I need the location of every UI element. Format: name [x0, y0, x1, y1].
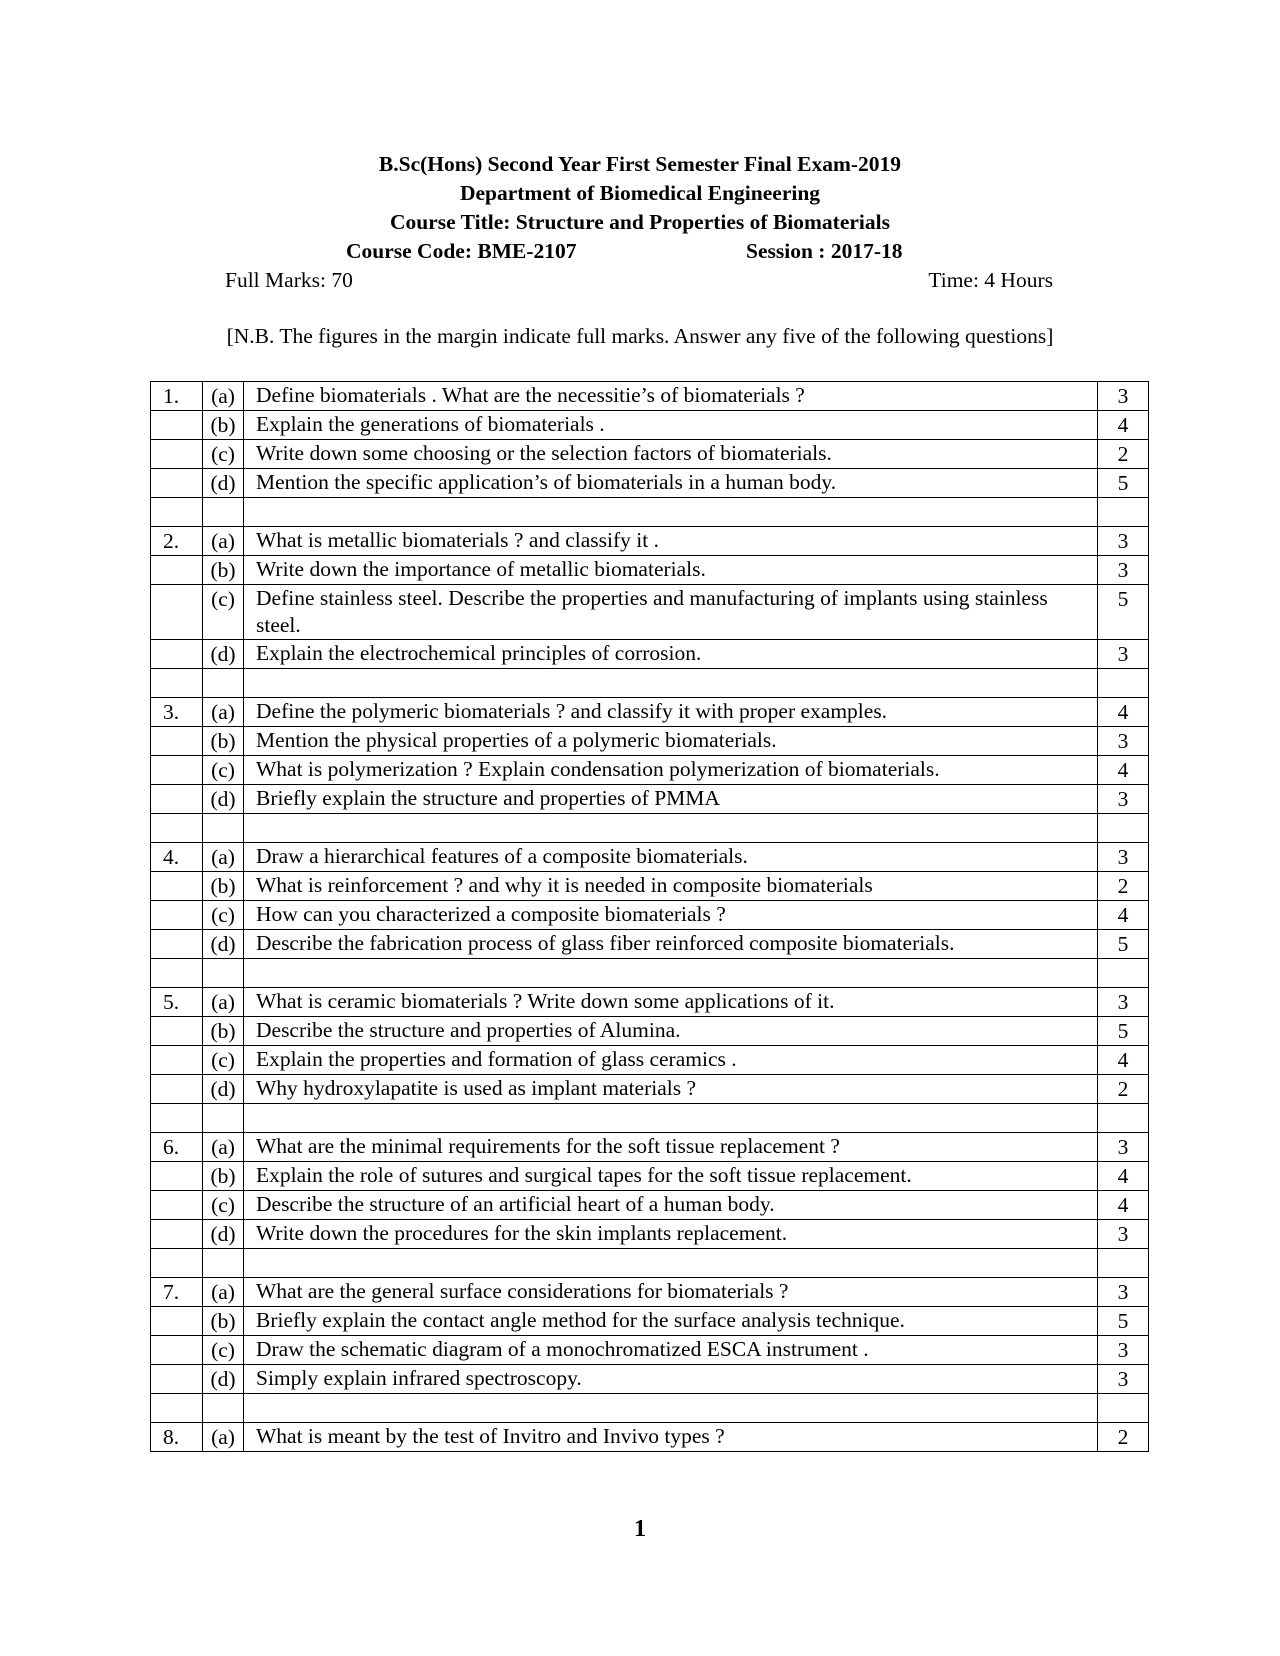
- question-row: [151, 1365, 1149, 1394]
- empty-cell: [203, 959, 244, 988]
- question-text: Mention the specific application’s of biomaterials in a human body.: [244, 469, 1098, 498]
- part-label: (c): [203, 756, 244, 785]
- question-text: What is ceramic biomaterials ? Write down some applications of it.: [244, 988, 1098, 1017]
- marks-value: 4: [1098, 698, 1149, 727]
- question-text: Briefly explain the contact angle method for the surface analysis technique.: [244, 1307, 1098, 1336]
- marks-value: 3: [1098, 988, 1149, 1017]
- marks-value: 3: [1098, 1365, 1149, 1394]
- empty-cell: [244, 669, 1098, 698]
- marks-value: 4: [1098, 1191, 1149, 1220]
- empty-cell: [203, 814, 244, 843]
- full-marks: Full Marks: 70: [225, 268, 353, 292]
- question-number: [151, 1365, 203, 1394]
- marks-value: 3: [1098, 1336, 1149, 1365]
- spacer-row: [151, 669, 1149, 698]
- part-label: (b): [203, 411, 244, 440]
- question-number: 4.: [151, 843, 203, 872]
- question-row: [151, 1423, 1149, 1452]
- question-text: Define biomaterials . What are the necessitie’s of biomaterials ?: [244, 382, 1098, 411]
- question-number: [151, 1162, 203, 1191]
- part-label: (b): [203, 727, 244, 756]
- part-label: (c): [203, 1191, 244, 1220]
- question-text: Define the polymeric biomaterials ? and classify it with proper examples.: [244, 698, 1098, 727]
- marks-value: 3: [1098, 556, 1149, 585]
- part-label: (b): [203, 1307, 244, 1336]
- marks-value: 3: [1098, 727, 1149, 756]
- part-label: (c): [203, 901, 244, 930]
- marks-value: 2: [1098, 440, 1149, 469]
- spacer-row: [151, 1104, 1149, 1133]
- exam-header: [0, 150, 1280, 266]
- question-row: [151, 556, 1149, 585]
- question-row: [151, 585, 1149, 640]
- question-text: Why hydroxylapatite is used as implant materials ?: [244, 1075, 1098, 1104]
- question-row: [151, 1017, 1149, 1046]
- question-row: [151, 930, 1149, 959]
- question-number: [151, 556, 203, 585]
- question-row: [151, 1075, 1149, 1104]
- empty-cell: [1098, 1394, 1149, 1423]
- question-row: [151, 698, 1149, 727]
- question-row: [151, 872, 1149, 901]
- question-number: 5.: [151, 988, 203, 1017]
- question-text: Simply explain infrared spectroscopy.: [244, 1365, 1098, 1394]
- question-number: 6.: [151, 1133, 203, 1162]
- session: Session : 2017-18: [746, 239, 903, 263]
- question-number: [151, 411, 203, 440]
- question-row: [151, 785, 1149, 814]
- question-number: [151, 727, 203, 756]
- question-text: What is meant by the test of Invitro and Invivo types ?: [244, 1423, 1098, 1452]
- marks-value: 5: [1098, 469, 1149, 498]
- empty-cell: [203, 1104, 244, 1133]
- question-text: What is metallic biomaterials ? and classify it .: [244, 527, 1098, 556]
- marks-value: 5: [1098, 1017, 1149, 1046]
- spacer-row: [151, 1249, 1149, 1278]
- part-label: (c): [203, 1336, 244, 1365]
- question-number: [151, 1017, 203, 1046]
- question-row: [151, 1278, 1149, 1307]
- question-number: [151, 872, 203, 901]
- question-number: [151, 1075, 203, 1104]
- question-text: What is reinforcement ? and why it is needed in composite biomaterials: [244, 872, 1098, 901]
- course-code: Course Code: BME-2107: [346, 239, 577, 263]
- question-number: [151, 1336, 203, 1365]
- question-number: [151, 469, 203, 498]
- question-number: [151, 1307, 203, 1336]
- spacer-row: [151, 498, 1149, 527]
- empty-cell: [1098, 959, 1149, 988]
- part-label: (d): [203, 1365, 244, 1394]
- question-row: [151, 727, 1149, 756]
- marks-value: 5: [1098, 1307, 1149, 1336]
- part-label: (a): [203, 843, 244, 872]
- part-label: (a): [203, 1423, 244, 1452]
- question-number: [151, 1220, 203, 1249]
- question-text: Explain the role of sutures and surgical tapes for the soft tissue replacement.: [244, 1162, 1098, 1191]
- empty-cell: [203, 498, 244, 527]
- question-text: Briefly explain the structure and properties of PMMA: [244, 785, 1098, 814]
- empty-cell: [244, 814, 1098, 843]
- empty-cell: [151, 814, 203, 843]
- question-text: Describe the fabrication process of glass fiber reinforced composite biomaterials.: [244, 930, 1098, 959]
- marks-value: 2: [1098, 1075, 1149, 1104]
- part-label: (b): [203, 556, 244, 585]
- question-row: [151, 640, 1149, 669]
- question-number: 3.: [151, 698, 203, 727]
- question-number: [151, 1191, 203, 1220]
- department-name: Department of Biomedical Engineering: [459, 181, 821, 205]
- empty-cell: [1098, 498, 1149, 527]
- marks-value: 3: [1098, 1278, 1149, 1307]
- marks-value: 3: [1098, 527, 1149, 556]
- empty-cell: [151, 498, 203, 527]
- part-label: (a): [203, 382, 244, 411]
- marks-value: 3: [1098, 640, 1149, 669]
- part-label: (a): [203, 1133, 244, 1162]
- question-row: [151, 1307, 1149, 1336]
- question-text: How can you characterized a composite biomaterials ?: [244, 901, 1098, 930]
- part-label: (b): [203, 872, 244, 901]
- part-label: (a): [203, 1278, 244, 1307]
- empty-cell: [244, 498, 1098, 527]
- question-text: Write down some choosing or the selection factors of biomaterials.: [244, 440, 1098, 469]
- question-text: Describe the structure of an artificial heart of a human body.: [244, 1191, 1098, 1220]
- question-text: What are the general surface considerations for biomaterials ?: [244, 1278, 1098, 1307]
- question-text: Define stainless steel. Describe the properties and manufacturing of implants using stainless steel.: [244, 585, 1098, 640]
- marks-value: 4: [1098, 411, 1149, 440]
- part-label: (d): [203, 785, 244, 814]
- empty-cell: [203, 1394, 244, 1423]
- question-row: [151, 440, 1149, 469]
- marks-value: 3: [1098, 382, 1149, 411]
- part-label: (a): [203, 527, 244, 556]
- part-label: (a): [203, 698, 244, 727]
- questions-table: [150, 381, 1149, 1452]
- question-row: [151, 901, 1149, 930]
- marks-value: 4: [1098, 901, 1149, 930]
- marks-value: 3: [1098, 843, 1149, 872]
- empty-cell: [151, 1394, 203, 1423]
- question-number: [151, 1046, 203, 1075]
- empty-cell: [151, 959, 203, 988]
- empty-cell: [1098, 1104, 1149, 1133]
- question-number: [151, 640, 203, 669]
- question-text: Write down the importance of metallic biomaterials.: [244, 556, 1098, 585]
- instruction-note: [N.B. The figures in the margin indicate full marks. Answer any five of the following questions]: [226, 324, 1054, 348]
- question-text: Explain the electrochemical principles of corrosion.: [244, 640, 1098, 669]
- part-label: (d): [203, 469, 244, 498]
- question-number: [151, 585, 203, 640]
- question-text: What is polymerization ? Explain condensation polymerization of biomaterials.: [244, 756, 1098, 785]
- marks-value: 5: [1098, 585, 1149, 640]
- question-row: [151, 1133, 1149, 1162]
- question-row: [151, 843, 1149, 872]
- empty-cell: [151, 1249, 203, 1278]
- question-row: [151, 527, 1149, 556]
- marks-value: 4: [1098, 756, 1149, 785]
- question-row: [151, 756, 1149, 785]
- question-text: Mention the physical properties of a polymeric biomaterials.: [244, 727, 1098, 756]
- marks-value: 5: [1098, 930, 1149, 959]
- exam-title: B.Sc(Hons) Second Year First Semester Final Exam-2019: [378, 152, 902, 176]
- marks-value: 4: [1098, 1162, 1149, 1191]
- part-label: (c): [203, 440, 244, 469]
- question-number: 2.: [151, 527, 203, 556]
- marks-value: 3: [1098, 785, 1149, 814]
- page-number: 1: [634, 1516, 646, 1542]
- empty-cell: [151, 1104, 203, 1133]
- part-label: (c): [203, 585, 244, 640]
- question-row: [151, 382, 1149, 411]
- empty-cell: [203, 669, 244, 698]
- question-text: Draw the schematic diagram of a monochromatized ESCA instrument .: [244, 1336, 1098, 1365]
- empty-cell: [244, 1249, 1098, 1278]
- empty-cell: [244, 959, 1098, 988]
- part-label: (c): [203, 1046, 244, 1075]
- question-row: [151, 1336, 1149, 1365]
- empty-cell: [1098, 669, 1149, 698]
- part-label: (b): [203, 1162, 244, 1191]
- question-number: [151, 901, 203, 930]
- question-text: Write down the procedures for the skin implants replacement.: [244, 1220, 1098, 1249]
- question-number: [151, 440, 203, 469]
- marks-value: 3: [1098, 1133, 1149, 1162]
- question-number: [151, 930, 203, 959]
- empty-cell: [244, 1104, 1098, 1133]
- empty-cell: [203, 1249, 244, 1278]
- spacer-row: [151, 1394, 1149, 1423]
- question-row: [151, 1191, 1149, 1220]
- marks-time-line: [225, 266, 1053, 295]
- part-label: (d): [203, 640, 244, 669]
- question-row: [151, 411, 1149, 440]
- spacer-row: [151, 959, 1149, 988]
- question-number: [151, 756, 203, 785]
- part-label: (a): [203, 988, 244, 1017]
- question-text: Describe the structure and properties of Alumina.: [244, 1017, 1098, 1046]
- exam-time: Time: 4 Hours: [928, 268, 1053, 292]
- part-label: (d): [203, 1075, 244, 1104]
- empty-cell: [151, 669, 203, 698]
- question-text: Draw a hierarchical features of a composite biomaterials.: [244, 843, 1098, 872]
- question-number: 1.: [151, 382, 203, 411]
- part-label: (d): [203, 930, 244, 959]
- question-row: [151, 1046, 1149, 1075]
- marks-value: 3: [1098, 1220, 1149, 1249]
- part-label: (d): [203, 1220, 244, 1249]
- question-number: 8.: [151, 1423, 203, 1452]
- empty-cell: [244, 1394, 1098, 1423]
- course-code-session-line: [0, 237, 1280, 266]
- empty-cell: [1098, 1249, 1149, 1278]
- question-number: [151, 785, 203, 814]
- question-number: 7.: [151, 1278, 203, 1307]
- empty-cell: [1098, 814, 1149, 843]
- question-row: [151, 1162, 1149, 1191]
- question-row: [151, 1220, 1149, 1249]
- question-text: What are the minimal requirements for the soft tissue replacement ?: [244, 1133, 1098, 1162]
- question-text: Explain the properties and formation of glass ceramics .: [244, 1046, 1098, 1075]
- question-row: [151, 469, 1149, 498]
- marks-value: 2: [1098, 872, 1149, 901]
- spacer-row: [151, 814, 1149, 843]
- course-title: Course Title: Structure and Properties of Biomaterials: [389, 210, 890, 234]
- part-label: (b): [203, 1017, 244, 1046]
- marks-value: 2: [1098, 1423, 1149, 1452]
- question-text: Explain the generations of biomaterials .: [244, 411, 1098, 440]
- marks-value: 4: [1098, 1046, 1149, 1075]
- question-row: [151, 988, 1149, 1017]
